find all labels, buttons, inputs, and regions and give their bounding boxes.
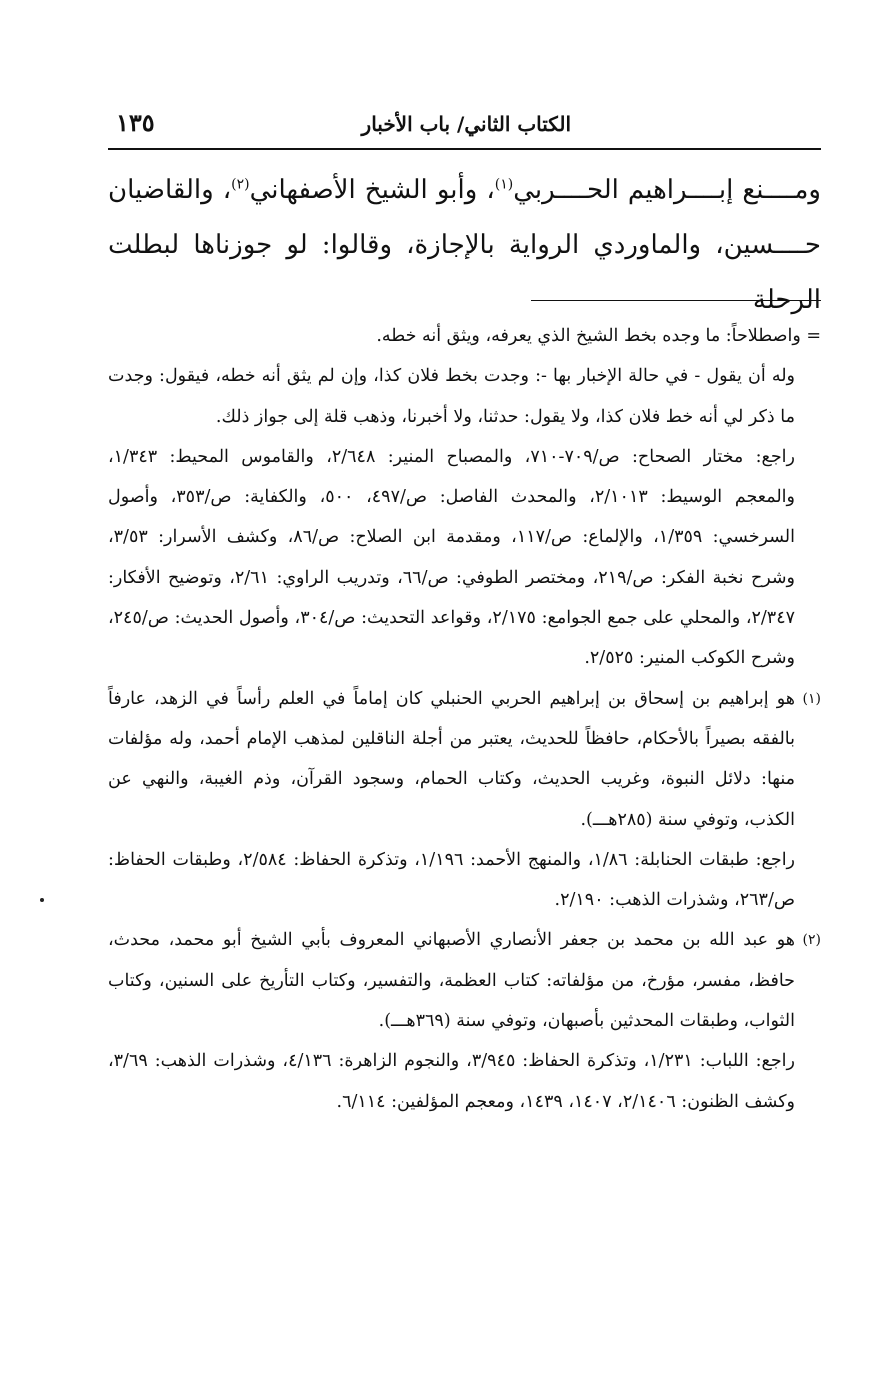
footnote-continuation-references: راجع: مختار الصحاح: ص/٧٠٩-٧١٠، والمصباح المنير: ٢/٦٤٨، والقاموس المحيط: ١/٣٤٣، والمعجم الوسيط: ٢/١٠١٣، والمحدث الفاصل: ص/٤٩٧، ٥٠٠، والكفاية: ص/٣٥٣، وأصول السرخسي: ١/٣٥٩، والإلماع: ص/١١٧، ومقدمة ابن الصلاح: ص/٨٦، وكشف الأسرار: ٣/٥٣، وشرح نخبة الفكر: ص/٢١٩، ومختصر الطوفي: ص/٦٦، وتدريب الراوي: ٢/٦١، وتوضيح الأفكار: ٢/٣٤٧، والمحلي على جمع الجوامع: ٢/١٧٥، وقواعد التحديث: ص/٣٠٤، وأصول الحديث: ص/٢٤٥، وشرح الكوكب المنير: ٢/٥٢٥. xyxy=(108,446,796,669)
footnote-continuation-paragraph: وله أن يقول - في حالة الإخبار بها -: وجدت بخط فلان كذا، وإن لم يثق أنه خطه، فيقول: وجدت ما ذكر لي أنه خط فلان كذا، ولا يقول: حدثنا، ولا أخبرنا، وذهب قلة إلى جواز ذلك. xyxy=(108,366,795,427)
footnote-2-biography: هو عبد الله بن محمد بن جعفر الأنصاري الأصبهاني المعروف بأبي الشيخ أبو محمد، محدث، حافظ، مفسر، مؤرخ، من مؤلفاته: كتاب العظمة، والتفسير، وكتاب التأريخ على السنين، وكتاب الثواب، وطبقات المحدثين بأصبهان، وتوفي سنة (٣٦٩هـــ). xyxy=(108,930,795,1032)
page-number: ١٣٥ xyxy=(116,108,155,137)
main-text-segment: ومــــنع إبــــراهيم الحــــربي xyxy=(513,175,821,205)
footnote-marker-2: (٢) xyxy=(802,932,821,949)
main-text-segment: ، والقاضيان xyxy=(108,175,232,205)
main-text-segment: ، وأبو الشيخ الأصفهاني xyxy=(249,175,495,205)
running-title: الكتاب الثاني/ باب الأخبار xyxy=(361,112,571,136)
footnote-2 xyxy=(108,920,821,1121)
footnotes-block xyxy=(108,316,821,1122)
main-text-line-1 xyxy=(108,163,821,218)
footnote-ref-2: (٢) xyxy=(231,176,250,193)
footnote-1 xyxy=(108,679,821,921)
footnote-2-references: راجع: اللباب: ١/٢٣١، وتذكرة الحفاظ: ٣/٩٤٥، والنجوم الزاهرة: ٤/١٣٦، وشذرات الذهب: ٣/٦٩، وكشف الظنون: ٢/١٤٠٦، ١٤٠٧، ١٤٣٩، ومعجم المؤلفين: ٦/١١٤. xyxy=(108,1051,795,1112)
footnote-continuation-paragraph: = واصطلاحاً: ما وجده بخط الشيخ الذي يعرفه، ويثق أنه خطه. xyxy=(376,326,821,346)
main-text-line-2: حــــسين، والماوردي الرواية بالإجازة، وقالوا: لو جوزناها لبطلت الرحلة xyxy=(108,230,821,315)
footnote-1-biography: هو إبراهيم بن إسحاق بن إبراهيم الحربي الحنبلي كان إماماً في العلم رأساً في الزهد، عارفاً بالفقه بصيراً بالأحكام، حافظاً للحديث، يعتبر من أجلة الناقلين لمذهب الإمام أحمد، وله مؤلفات منها: دلائل النبوة، وغريب الحديث، وكتاب الحمام، وسجود القرآن، وذم الغيبة، والنهي عن الكذب، وتوفي سنة (٢٨٥هـــ). xyxy=(108,688,795,830)
footnote-separator xyxy=(531,300,821,301)
footnote-ref-1: (١) xyxy=(494,176,514,193)
page-header xyxy=(108,104,821,150)
ink-speck xyxy=(40,898,44,902)
main-text-block xyxy=(108,163,821,328)
footnote-marker-1: (١) xyxy=(802,690,821,707)
footnote-1-references: راجع: طبقات الحنابلة: ١/٨٦، والمنهج الأحمد: ١/١٩٦، وتذكرة الحفاظ: ٢/٥٨٤، وطبقات الحفاظ: ص/٢٦٣، وشذرات الذهب: ٢/١٩٠. xyxy=(108,849,796,911)
